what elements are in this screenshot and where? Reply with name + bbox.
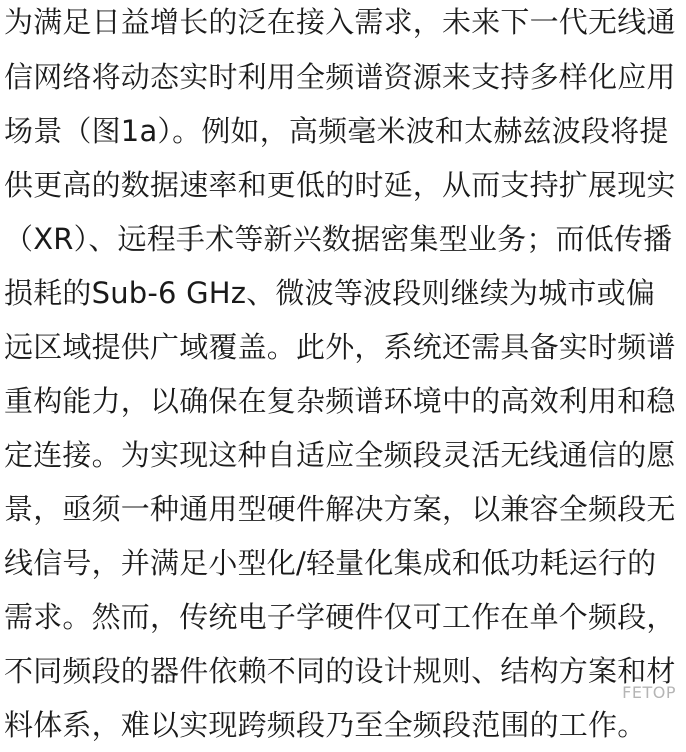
text-line-11: 线信号，并满足小型化/轻量化集成和低功耗运行的 — [4, 546, 657, 580]
text-line-6: 损耗的Sub-6 GHz、微波等波段则继续为城市或偏 — [4, 276, 656, 310]
text-line-7: 远区域提供广域覆盖。此外，系统还需具备实时频谱 — [4, 330, 676, 364]
text-line-9: 定连接。为实现这种自适应全频段灵活无线通信的愿 — [4, 438, 676, 472]
watermark: FETOP — [622, 683, 676, 702]
text-line-14: 料体系，难以实现跨频段乃至全频段范围的工作。 — [4, 708, 647, 742]
text-line-3: 场景（图1a）。例如，高频毫米波和太赫兹波段将提 — [4, 114, 669, 148]
text-line-4: 供更高的数据速率和更低的时延，从而支持扩展现实 — [4, 168, 676, 202]
text-line-13: 不同频段的器件依赖不同的设计规则、结构方案和材 — [4, 654, 676, 688]
text-line-12: 需求。然而，传统电子学硬件仅可工作在单个频段， — [4, 600, 676, 634]
text-line-10: 景，亟须一种通用型硬件解决方案，以兼容全频段无 — [4, 492, 676, 526]
text-line-2: 信网络将动态实时利用全频谱资源来支持多样化应用 — [4, 60, 676, 94]
text-line-5: （XR）、远程手术等新兴数据密集型业务；而低传播 — [4, 222, 673, 256]
text-line-8: 重构能力，以确保在复杂频谱环境中的高效利用和稳 — [4, 384, 676, 418]
text-line-1: 为满足日益增长的泛在接入需求，未来下一代无线通 — [4, 5, 676, 39]
